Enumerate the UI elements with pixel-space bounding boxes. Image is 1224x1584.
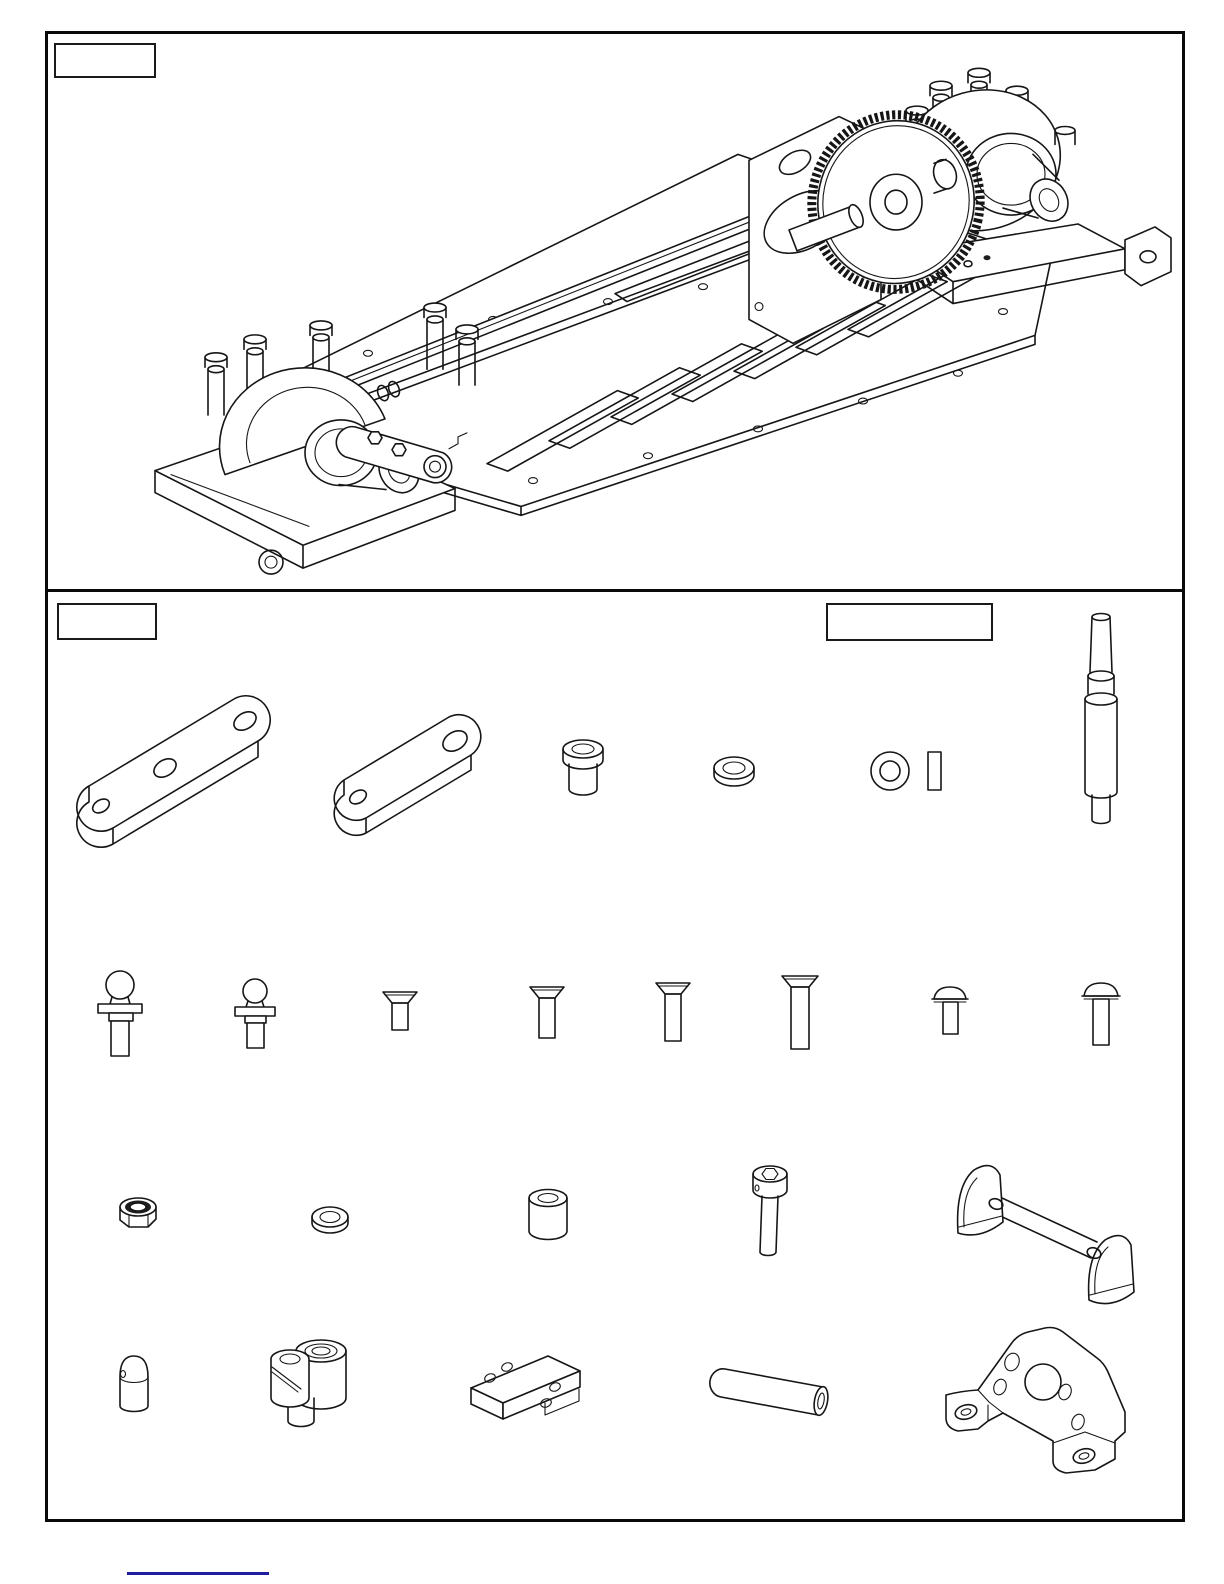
button-head-screw-long [1082, 983, 1120, 1045]
motor-mount-bracket [946, 1328, 1125, 1474]
steering-plate-long [77, 696, 270, 847]
lock-nut [120, 1198, 156, 1227]
bottom-panel [45, 592, 1185, 1522]
parts-panel-label-box [57, 603, 157, 640]
stepped-post [1085, 614, 1117, 824]
steering-plate-short [334, 715, 481, 836]
parts-drawing [48, 592, 1182, 1519]
top-panel [45, 31, 1185, 592]
cap-plug [120, 1356, 148, 1412]
button-head-screw-short [932, 987, 968, 1034]
ball-stud-long [98, 971, 142, 1056]
angle-bracket [471, 1356, 580, 1419]
washer-front-and-pin [871, 752, 941, 790]
flanged-bushing [563, 740, 603, 795]
servo-mount-post [271, 1340, 346, 1427]
flat-head-screw-extra-long [782, 976, 818, 1049]
footer-link-underline [127, 1572, 269, 1575]
top-panel-label-box [54, 43, 156, 78]
body-mount-brace [958, 1166, 1134, 1304]
flat-head-screw-long [656, 983, 690, 1041]
spacer-tube [710, 1369, 830, 1417]
parts-panel-note-box [826, 603, 993, 641]
flat-head-screw-short [383, 992, 417, 1030]
ball-stud-short [235, 979, 275, 1048]
flat-head-screw-medium [530, 987, 564, 1038]
small-washer [312, 1207, 348, 1233]
spacer [529, 1190, 567, 1240]
cap-head-screw [753, 1166, 787, 1256]
washer-iso [714, 757, 754, 786]
assembly-drawing [48, 34, 1182, 589]
